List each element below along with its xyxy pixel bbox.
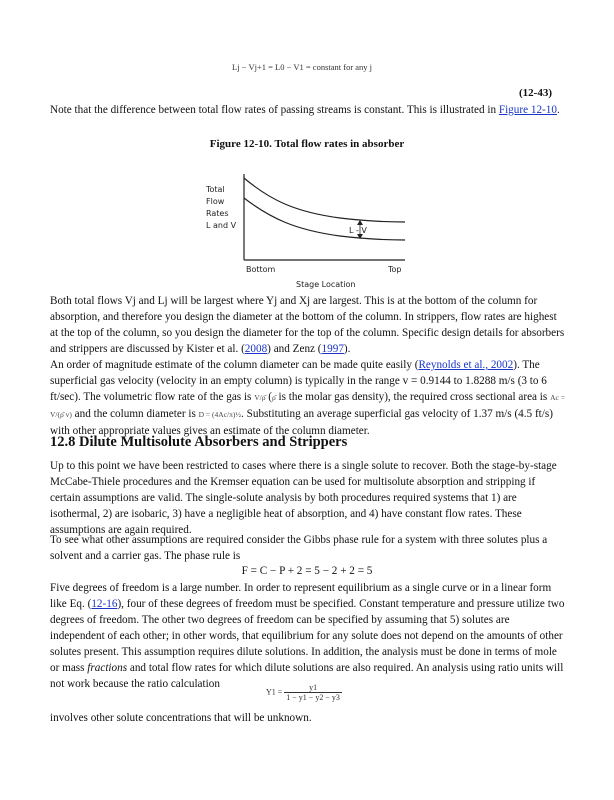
- paragraph-degrees-of-freedom: Five degrees of freedom is a large number. In order to represent equilibrium as a single curve or in a linear form like Eq. (12-16), four of these degrees of freedom must be specified. Constant temperature and pressure utilize two degrees of freedom. The other two degrees of freedom can be specified by assuming that 5) solutes are independent of each other; in other words, that equilibrium for any solute does not depend on the amounts of other solutes present. This assumption requires dilute solutions. In addition, the analysis must be done in terms of mole or mass fractions and total flow rates for which dilute solutions are also required. An analysis using ratio units will not work because the ratio calculation: [50, 582, 565, 690]
- ylabel-line-1: Total: [206, 185, 225, 194]
- kister-link[interactable]: 2008: [244, 343, 268, 355]
- flow-rate-figure: [200, 160, 415, 292]
- reynolds-link[interactable]: Reynolds et al., 2002: [418, 359, 514, 371]
- x-left-label: Bottom: [246, 265, 276, 274]
- ratio-numerator: y1: [284, 683, 342, 693]
- x-axis-label: Stage Location: [296, 280, 356, 289]
- figure-12-10-link[interactable]: Figure 12-10: [498, 104, 557, 116]
- x-right-label: Top: [388, 265, 402, 274]
- paragraph-intro: Note that the difference between total flow rates of passing streams is constant. This is illustrated in Figure 12-10.: [50, 104, 560, 116]
- ratio-equation: [266, 683, 342, 702]
- paragraph-closing: involves other solute concentrations that will be unknown.: [50, 712, 312, 724]
- zenz-link[interactable]: 1997: [321, 343, 344, 355]
- ylabel-line-3: Rates: [206, 209, 229, 218]
- paragraph-multisolute: Up to this point we have been restricted to cases where there is a single solute to recover. Both the stage-by-stage McCabe-Thiele procedures and the Kremser equation can be used for multisolute absorption and stripping if certain assumptions are valid. The single-solute analysis by both procedures required systems that 1) are isothermal, 2) are isobaric, 3) have a negligible heat of absorption, and 4) have constant flow rates. These assumptions are again required.: [50, 460, 557, 536]
- paragraph-diameter: An order of magnitude estimate of the column diameter can be made quite easily (Reynolds et al., 2002). The superficial gas velocity (velocity in an empty column) is typically in the range v = 0.9144 to 1.8288 m/s (3 to 6 ft/sec). The volumetric flow rate of the gas is V/ρ̂ (ρ̂ is the molar gas density), the required cross sectional area is Ac = V/(ρ̂ v) and the column diameter is D = (4Ac/π)½. Substituting an average superficial gas velocity of 1.37 m/s (4.5 ft/s) with other appropriate values gives an estimate of the column diameter.: [50, 359, 565, 437]
- ratio-lhs: Y1 =: [266, 687, 283, 697]
- section-heading: 12.8 Dilute Multisolute Absorbers and Strippers: [50, 434, 348, 450]
- paragraph-gibbs: To see what other assumptions are required consider the Gibbs phase rule for a system with three solutes plus a solvent and a carrier gas. The phase rule is: [50, 534, 548, 562]
- ratio-denominator: 1 − y1 − y2 − y3: [286, 693, 340, 702]
- paragraph-both-flows: Both total flows Vj and Lj will be largest where Yj and Xj are largest. This is at the bottom of the column for absorption, and therefore you design the diameter at the bottom of the column. In strippers, flow rates are highest at the top of the column, so you design the diameter for the top of the column. Specific design details for absorbers and strippers are discussed by Kister et al. (2008) and Zenz (1997).: [50, 295, 565, 355]
- ylabel-line-2: Flow: [206, 197, 225, 206]
- ylabel-line-4: L and V: [206, 221, 237, 230]
- curve-l: [244, 178, 405, 222]
- figure-caption: Figure 12-10. Total flow rates in absorber: [209, 138, 405, 150]
- eq-12-16-link[interactable]: 12-16: [91, 598, 118, 610]
- equation-number: (12-43): [519, 87, 552, 99]
- curve-v: [244, 198, 405, 240]
- top-formula: Lj − Vj+1 = L0 − V1 = constant for any j: [232, 62, 373, 72]
- gibbs-equation: F = C − P + 2 = 5 − 2 + 2 = 5: [241, 565, 373, 577]
- lv-annotation: L - V: [349, 226, 367, 235]
